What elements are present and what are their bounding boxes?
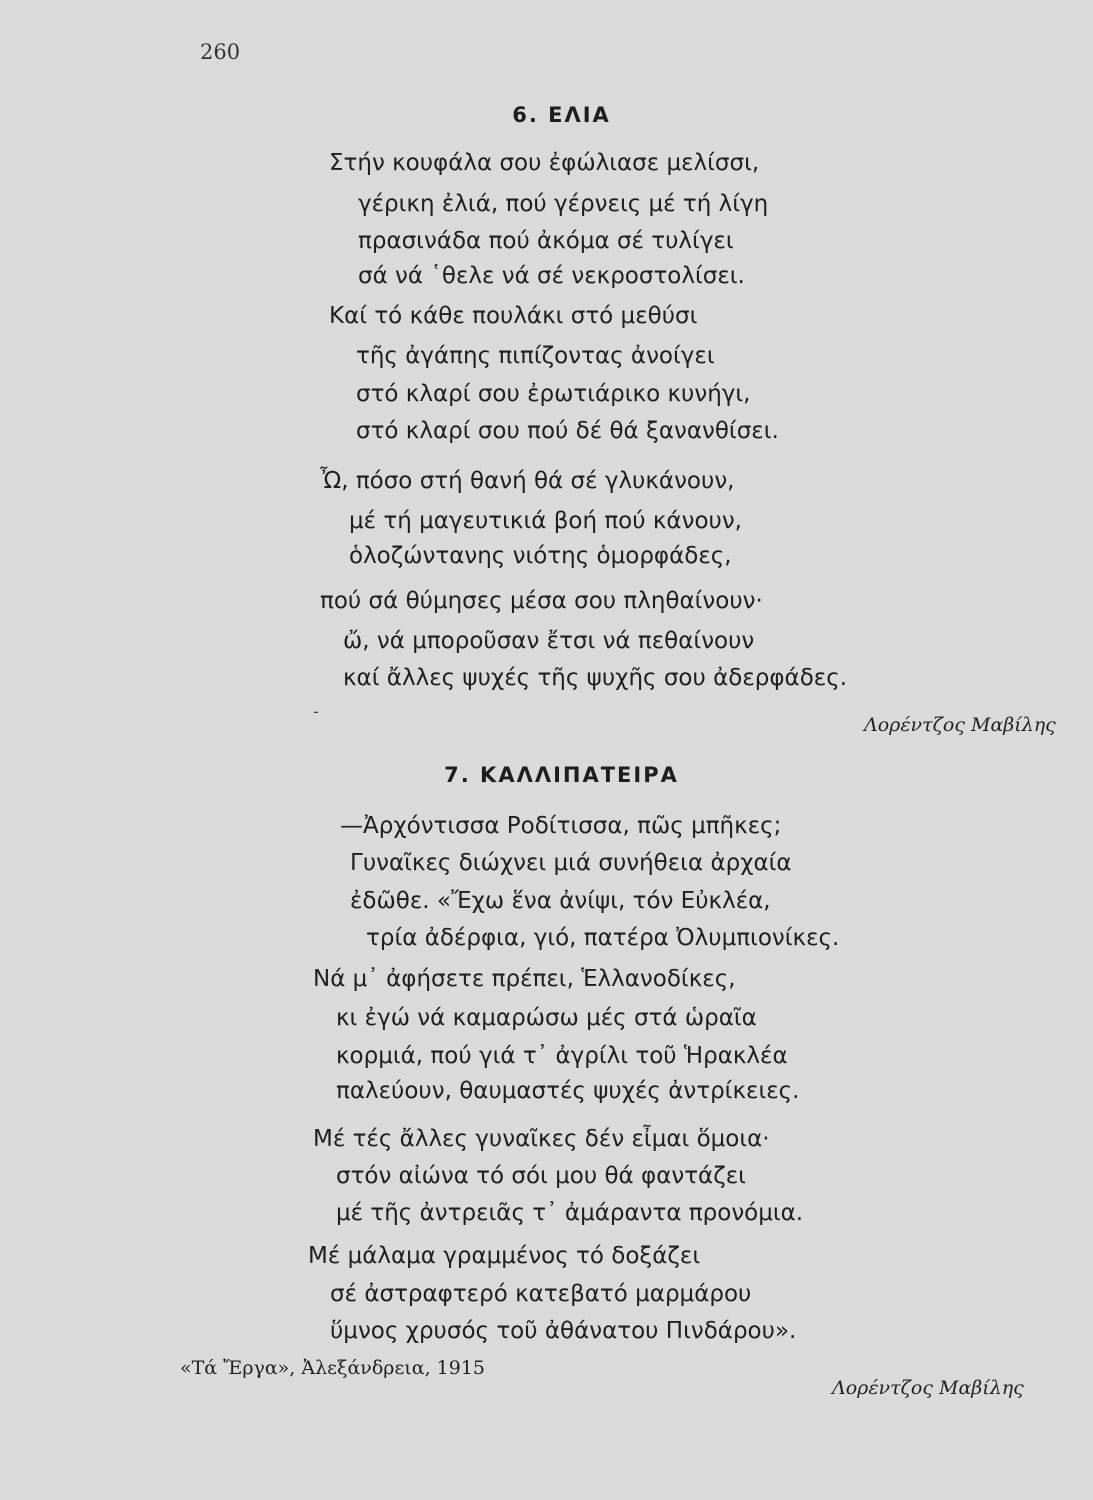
poem-line: στό κλαρί σου ἐρωτιάρικο κυνήγι,	[356, 381, 751, 407]
poem-6-author: Λορέντζος Μαβίλης	[864, 714, 1056, 736]
poem-line: ὤ, νά μποροῦσαν ἔτσι νά πεθαίνουν	[343, 628, 755, 654]
poem-line: Στήν κουφάλα σου ἐφώλιασε μελίσσι,	[329, 150, 760, 176]
poem-line: ἐδῶθε. «Ἔχω ἕνα ἀνίψι, τόν Εὐκλέα,	[350, 888, 771, 914]
poem-line: στό κλαρί σου πού δέ θά ξανανθίσει.	[356, 418, 779, 444]
poem-line: στόν αἰώνα τό σόι μου θά φαντάζει	[336, 1163, 746, 1189]
poem-line: μέ τή μαγευτικιά βοή πού κάνουν,	[349, 508, 742, 534]
poem-line: Καί τό κάθε πουλάκι στό μεθύσι	[329, 303, 698, 329]
poem-line: γέρικη ἐλιά, πού γέρνεις μέ τή λίγη	[358, 191, 769, 217]
poem-line: ὁλοζώντανης νιότης ὁμορφάδες,	[349, 543, 732, 569]
poem-line: ὕμνος χρυσός τοῦ ἀθάνατου Πινδάρου».	[330, 1318, 797, 1344]
poem-line: σά νά ῾θελε νά σέ νεκροστολίσει.	[358, 263, 745, 289]
poem-7-title: 7. ΚΑΛΛΙΠΑΤΕΙΡΑ	[444, 763, 679, 787]
poem-line: τῆς ἀγάπης πιπίζοντας ἀνοίγει	[356, 343, 715, 369]
poem-line: πρασινάδα πού ἀκόμα σέ τυλίγει	[358, 228, 734, 254]
poem-line: Ὦ, πόσο στή θανή θά σέ γλυκάνουν,	[320, 468, 735, 494]
page-number: 260	[200, 40, 241, 64]
poem-line: μέ τῆς ἀντρειᾶς τ᾽ ἀμάραντα προνόμια.	[336, 1200, 804, 1226]
poem-line: τρία ἀδέρφια, γιό, πατέρα Ὀλυμπιονίκες.	[366, 925, 840, 951]
poem-line: παλεύουν, θαυμαστές ψυχές ἀντρίκειες.	[336, 1078, 800, 1104]
poem-line: Μέ μάλαμα γραμμένος τό δοξάζει	[308, 1243, 701, 1269]
poem-line: καί ἄλλες ψυχές τῆς ψυχῆς σου ἀδερφάδες.	[343, 665, 848, 691]
poem-7-author: Λορέντζος Μαβίλης	[832, 1377, 1024, 1399]
poem-line: Μέ τές ἄλλες γυναῖκες δέν εἶμαι ὅμοια·	[313, 1126, 770, 1152]
poem-line: Γυναῖκες διώχνει μιά συνήθεια ἀρχαία	[350, 850, 792, 876]
source-citation: «Τά Ἔργα», Ἀλεξάνδρεια, 1915	[180, 1357, 486, 1379]
poem-line: —Ἀρχόντισσα Ροδίτισσα, πῶς μπῆκες;	[340, 813, 782, 839]
poem-line: σέ ἀστραφτερό κατεβατό μαρμάρου	[330, 1281, 752, 1307]
poem-line: κορμιά, πού γιά τ᾽ ἀγρίλι τοῦ Ἡρακλέα	[336, 1043, 788, 1069]
poem-line: κι ἐγώ νά καμαρώσω μές στά ὡραῖα	[336, 1005, 757, 1031]
poem-line: Νά μ᾽ ἀφήσετε πρέπει, Ἑλλανοδίκες,	[313, 966, 736, 992]
stray-mark: -	[313, 702, 319, 721]
poem-line: πού σά θύμησες μέσα σου πληθαίνουν·	[320, 588, 763, 614]
poem-6-title: 6. ΕΛΙΑ	[512, 103, 611, 127]
